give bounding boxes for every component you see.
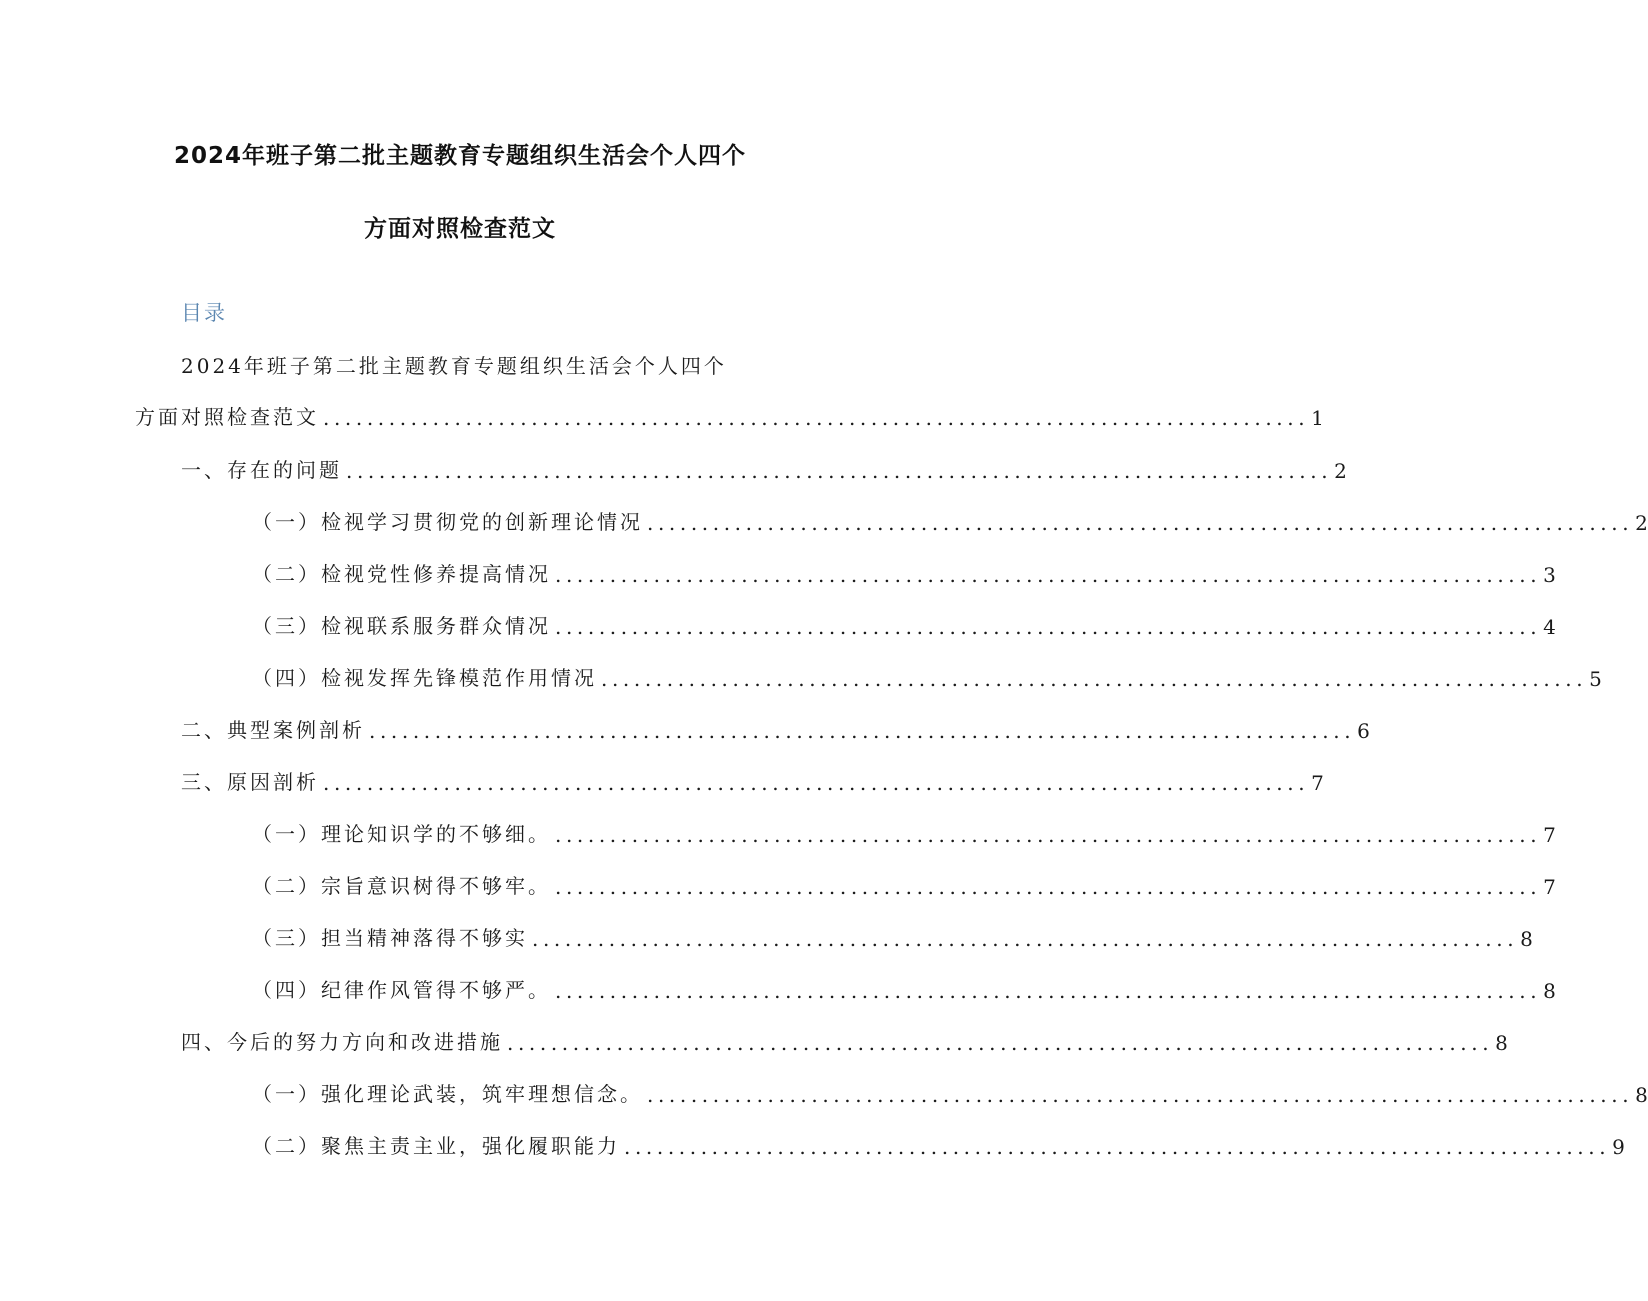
toc-entry[interactable] (252, 661, 1602, 691)
toc-heading: 目录 (181, 301, 227, 325)
toc-entry[interactable] (252, 817, 1556, 847)
toc-entry[interactable] (181, 1025, 1508, 1055)
toc-entry-page: 9 (1612, 1135, 1625, 1159)
toc-entry-label: （三）检视联系服务群众情况 (252, 614, 551, 638)
toc-leader-dots: .......................................................................................... (624, 1135, 1611, 1159)
toc-entry-wrapped-line[interactable]: 2024年班子第二批主题教育专题组织生活会个人四个 (181, 354, 727, 378)
toc-leader-dots: .......................................................................................... (555, 615, 1542, 639)
toc-leader-dots: .......................................................................................... (601, 667, 1588, 691)
toc-entry[interactable] (181, 453, 1347, 483)
toc-entry[interactable] (252, 1129, 1625, 1159)
toc-entry-label: （一）理论知识学的不够细。 (252, 822, 551, 846)
toc-entry-label: （一）检视学习贯彻党的创新理论情况 (252, 510, 643, 534)
toc-leader-dots: .......................................................................................... (555, 875, 1542, 899)
toc-leader-dots: .......................................................................................... (555, 979, 1542, 1003)
toc-entry-page: 8 (1495, 1031, 1508, 1055)
toc-entry-label: 四、今后的努力方向和改进措施 (181, 1030, 503, 1054)
toc-entry[interactable] (252, 869, 1556, 899)
toc-entry-label: （二）聚焦主责主业，强化履职能力 (252, 1134, 620, 1158)
toc-leader-dots: .......................................................................................... (555, 563, 1542, 587)
toc-entry-label: （四）检视发挥先锋模范作用情况 (252, 666, 597, 690)
document-title-line2: 方面对照检查范文 (364, 216, 556, 242)
toc-entry-label: 方面对照检查范文 (135, 405, 319, 429)
toc-leader-dots: .......................................................................................... (369, 719, 1356, 743)
toc-entry-page: 8 (1635, 1083, 1648, 1107)
toc-entry[interactable] (252, 505, 1648, 535)
toc-entry-label: 三、原因剖析 (181, 770, 319, 794)
toc-entry[interactable] (252, 609, 1556, 639)
toc-leader-dots: .......................................................................................... (532, 927, 1519, 951)
toc-leader-dots: .......................................................................................... (323, 406, 1310, 430)
toc-leader-dots: .......................................................................................... (647, 1083, 1634, 1107)
toc-entry[interactable] (252, 973, 1556, 1003)
toc-entry-page: 2 (1334, 459, 1347, 483)
toc-entry-label: （二）宗旨意识树得不够牢。 (252, 874, 551, 898)
toc-leader-dots: .......................................................................................... (323, 771, 1310, 795)
toc-entry-label: （一）强化理论武装，筑牢理想信念。 (252, 1082, 643, 1106)
toc-entry[interactable] (252, 557, 1556, 587)
toc-leader-dots: .......................................................................................... (647, 511, 1634, 535)
toc-entry-page: 7 (1543, 875, 1556, 899)
toc-entry[interactable] (181, 765, 1324, 795)
toc-entry-page: 8 (1543, 979, 1556, 1003)
toc-entry-label: （三）担当精神落得不够实 (252, 926, 528, 950)
toc-entry-label: （二）检视党性修养提高情况 (252, 562, 551, 586)
toc-entry-page: 3 (1543, 563, 1556, 587)
toc-entry[interactable] (252, 1077, 1648, 1107)
toc-entry-page: 5 (1589, 667, 1602, 691)
toc-entry-page: 7 (1311, 771, 1324, 795)
toc-entry-page: 2 (1635, 511, 1648, 535)
toc-leader-dots: .......................................................................................... (555, 823, 1542, 847)
toc-entry-page: 1 (1311, 406, 1324, 430)
document-title-line1: 2024年班子第二批主题教育专题组织生活会个人四个 (173, 143, 746, 169)
toc-entry-label: 一、存在的问题 (181, 458, 342, 482)
toc-leader-dots: .......................................................................................... (346, 459, 1333, 483)
toc-leader-dots: .......................................................................................... (507, 1031, 1494, 1055)
toc-entry-page: 7 (1543, 823, 1556, 847)
toc-entry[interactable] (135, 400, 1324, 430)
toc-entry-label: 二、典型案例剖析 (181, 718, 365, 742)
toc-entry-label: （四）纪律作风管得不够严。 (252, 978, 551, 1002)
toc-entry-page: 8 (1520, 927, 1533, 951)
toc-entry[interactable] (181, 713, 1370, 743)
toc-entry-page: 6 (1357, 719, 1370, 743)
toc-entry[interactable] (252, 921, 1533, 951)
toc-entry-page: 4 (1543, 615, 1556, 639)
